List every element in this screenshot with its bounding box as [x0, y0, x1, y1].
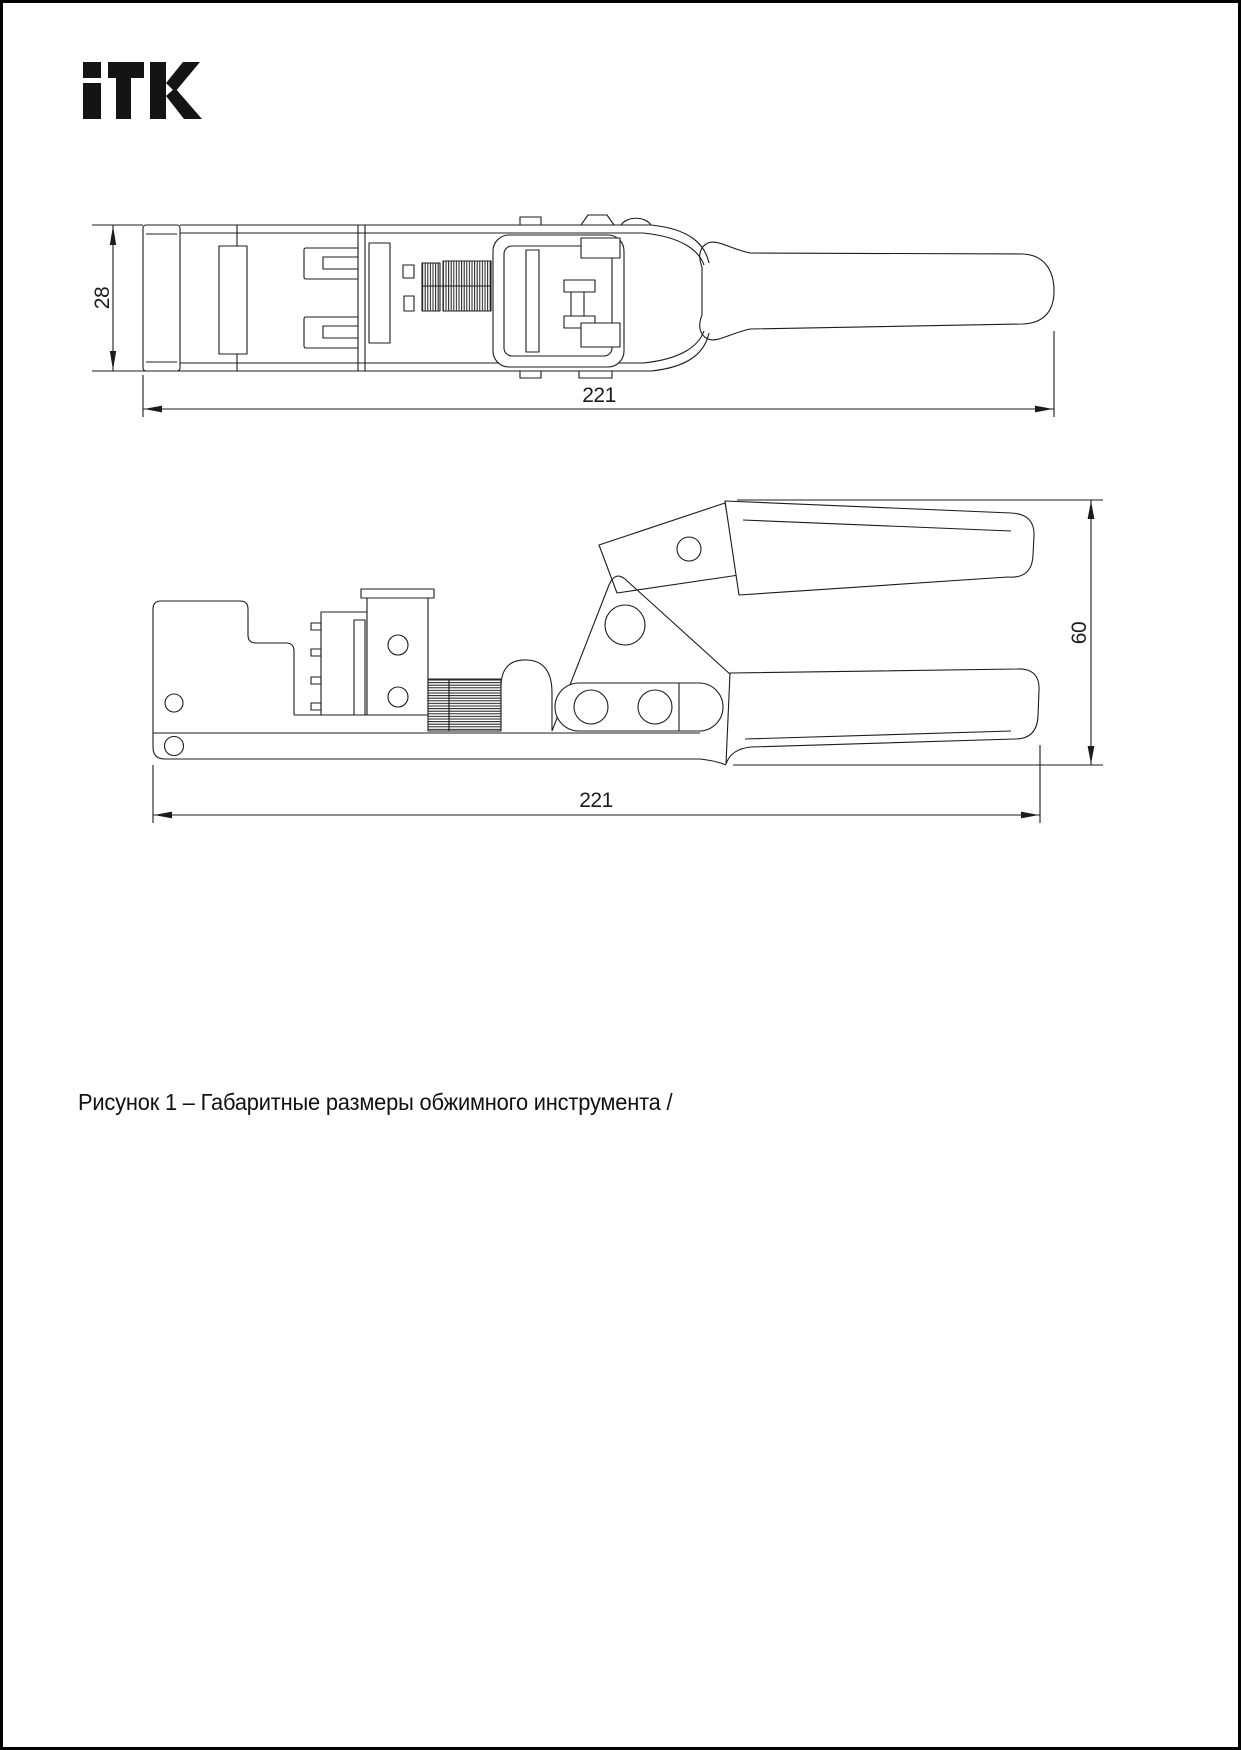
itk-logo-graphic — [81, 55, 203, 121]
side-view-pivot-linkage — [552, 503, 739, 731]
side-view-dim-length — [153, 745, 1040, 823]
dim-label-top-length: 221 — [582, 384, 616, 407]
logo-letter-k-lower — [166, 88, 202, 119]
top-view-front-block — [143, 225, 180, 371]
side-view-tool — [153, 500, 1103, 823]
dim-label-side-length: 221 — [579, 789, 613, 812]
side-view-upper-handle — [725, 501, 1034, 595]
logo-letter-k-stem — [150, 62, 166, 119]
side-view-drawing — [63, 433, 1153, 833]
itk-logo — [81, 55, 203, 121]
figure-caption-text: Рисунок 1 – Габаритные размеры обжимного инструмента / — [78, 1089, 673, 1115]
itk-logo-letters — [83, 62, 202, 119]
figure-caption — [78, 1089, 672, 1116]
logo-letter-t-bar — [108, 62, 144, 78]
top-view-prong-upper — [304, 248, 358, 279]
side-view-main-block — [361, 589, 434, 715]
logo-letter-i-bar — [83, 83, 101, 119]
top-view-tool — [91, 215, 1054, 417]
logo-letter-k-upper — [166, 62, 200, 92]
side-view-die-block — [311, 612, 367, 715]
logo-letter-i-dot — [83, 62, 101, 78]
side-view-knurled-adjuster — [428, 660, 552, 731]
top-view-carriage — [219, 243, 414, 354]
dim-label-top-height: 28 — [91, 286, 114, 310]
top-view-prong-lower — [304, 317, 358, 348]
top-view-handle — [643, 225, 1054, 371]
side-view-lower-handle — [726, 669, 1039, 764]
dim-label-side-height: 60 — [1068, 621, 1091, 645]
top-view-dim-height — [91, 225, 180, 371]
top-view-drawing — [63, 173, 1113, 433]
logo-letter-t-stem — [116, 78, 131, 119]
top-view-crimp-head — [493, 235, 624, 367]
